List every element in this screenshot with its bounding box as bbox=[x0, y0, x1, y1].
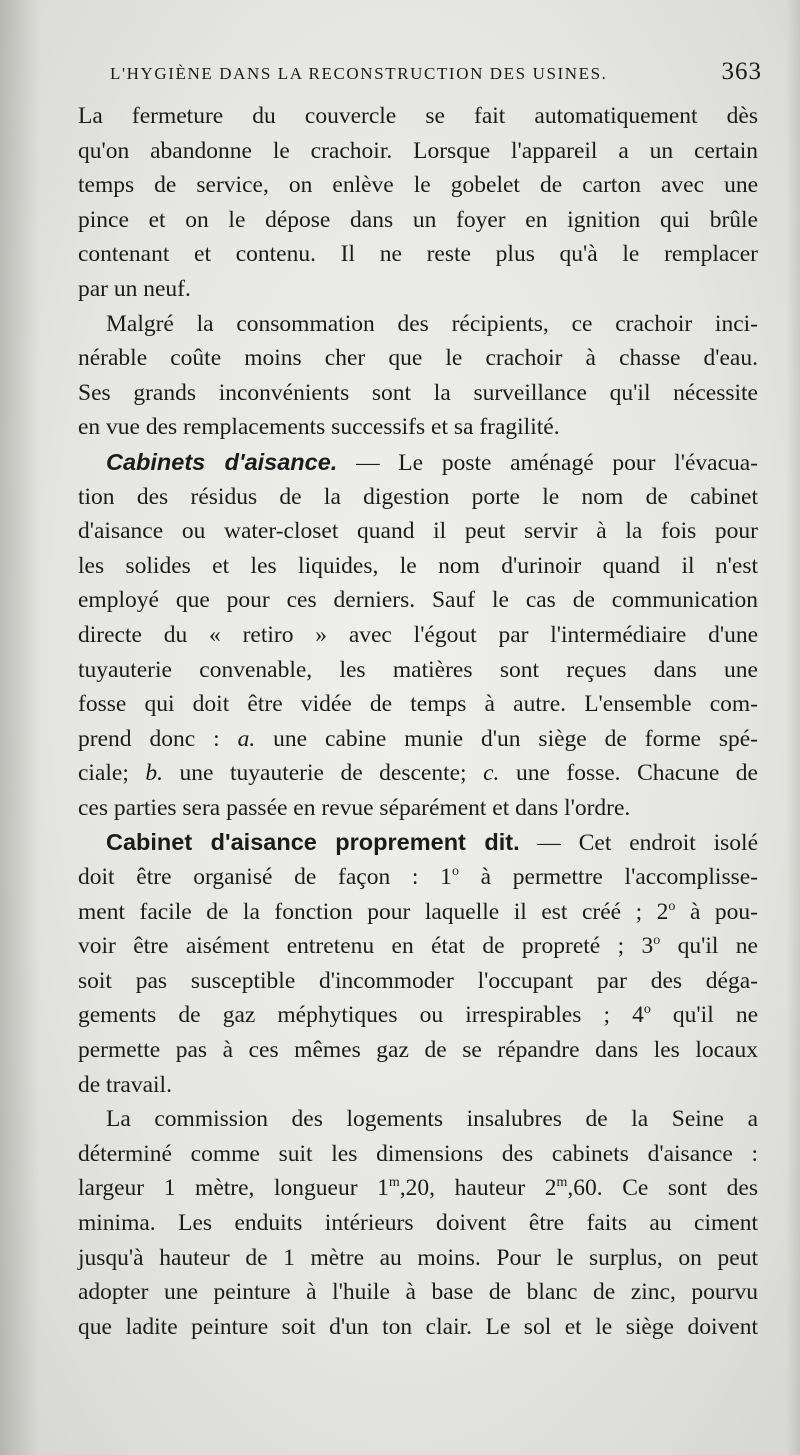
text-line: d'aisance ou water-closet quand il peut servir à la fois pour bbox=[78, 518, 758, 545]
list-marker: c. bbox=[483, 760, 500, 787]
text-line: tuyauterie convenable, les matières sont reçues dans une bbox=[78, 656, 758, 683]
text-line bbox=[78, 722, 758, 757]
text-line: La fermeture du couvercle se fait automatiquement dès bbox=[78, 103, 758, 129]
text-line: contenant et contenu. Il ne reste plus qu'à le remplacer bbox=[78, 241, 758, 268]
text-line: temps de service, on enlève le gobelet de carton avec une bbox=[78, 172, 758, 199]
section-heading-cabinet-proprement-dit: Cabinet d'aisance proprement dit. bbox=[106, 829, 520, 856]
text-line: adopter une peinture à l'huile à base de blanc de zinc, pourvu bbox=[78, 1279, 758, 1306]
text-span: ,60. Ce sont des bbox=[567, 1175, 759, 1202]
text-line: minima. Les enduits intérieurs doivent être faits au ciment bbox=[78, 1210, 758, 1236]
running-title: L'HYGIÈNE DANS LA RECONSTRUCTION DES USINES. bbox=[110, 64, 608, 83]
text-line bbox=[78, 929, 758, 964]
text-line: Malgré la consommation des récipients, ce crachoir inci- bbox=[106, 310, 758, 337]
list-marker: a. bbox=[237, 725, 256, 752]
text-line bbox=[78, 1171, 758, 1206]
text-span: — Cet endroit isolé bbox=[519, 830, 758, 857]
text-span: prend donc : bbox=[78, 725, 238, 752]
text-line bbox=[78, 998, 758, 1033]
text-line: pince et on le dépose dans un foyer en ignition qui brûle bbox=[78, 206, 758, 233]
text-line: qu'on abandonne le crachoir. Lorsque l'appareil a un certain bbox=[78, 137, 758, 164]
text-line: Ses grands inconvénients sont la surveillance qu'il nécessite bbox=[78, 379, 758, 406]
text-line: La commission des logements insalubres de la Seine a bbox=[106, 1106, 758, 1133]
ordinal-sup: o bbox=[643, 1002, 651, 1018]
text-span: qu'il ne bbox=[650, 1002, 758, 1029]
text-span: ment facile de la fonction pour laquelle il est créé ; 2 bbox=[78, 898, 669, 925]
section-heading-cabinets: Cabinets d'aisance. bbox=[106, 448, 338, 475]
text-line: les solides et les liquides, le nom d'urinoir quand il n'est bbox=[78, 552, 758, 579]
unit-sup: m bbox=[388, 1175, 400, 1191]
page-header bbox=[110, 58, 762, 92]
body-text bbox=[78, 99, 758, 1344]
text-line bbox=[78, 756, 758, 791]
unit-sup: m bbox=[556, 1175, 568, 1191]
text-line bbox=[78, 825, 758, 860]
text-span: à pou- bbox=[675, 898, 758, 925]
text-span: doit être organisé de façon : 1 bbox=[78, 864, 452, 891]
text-span: voir être aisément entretenu en état de propreté ; 3 bbox=[78, 933, 654, 960]
text-line bbox=[78, 445, 758, 480]
text-span: — Le poste aménagé pour l'évacua- bbox=[337, 449, 759, 476]
text-line: nérable coûte moins cher que le crachoir à chasse d'eau. bbox=[78, 345, 758, 372]
text-line: en vue des remplacements successifs et sa fragilité. bbox=[78, 414, 560, 441]
list-marker: b. bbox=[145, 760, 164, 787]
text-span: ciale; bbox=[78, 760, 146, 787]
text-line: jusqu'à hauteur de 1 mètre au moins. Pour le surplus, on peut bbox=[78, 1244, 758, 1271]
text-line: employé que pour ces derniers. Sauf le cas de communication bbox=[78, 587, 758, 614]
text-line: directe du « retiro » avec l'égout par l'intermédiaire d'une bbox=[78, 621, 758, 648]
text-span: à permettre l'accomplisse- bbox=[458, 864, 758, 891]
text-line: soit pas susceptible d'incommoder l'occupant par des déga- bbox=[78, 967, 758, 994]
text-line: fosse qui doit être vidée de temps à autre. L'ensemble com- bbox=[78, 691, 758, 718]
text-span: une cabine munie d'un siège de forme spé- bbox=[255, 725, 759, 752]
text-span: une fosse. Chacune de bbox=[499, 760, 758, 787]
text-span: une tuyauterie de descente; bbox=[163, 760, 484, 787]
text-line: permette pas à ces mêmes gaz de se répandre dans les locaux bbox=[78, 1037, 758, 1064]
text-span: gements de gaz méphytiques ou irrespirables ; 4 bbox=[78, 1002, 644, 1029]
page-number: 363 bbox=[721, 58, 762, 85]
text-line: par un neuf. bbox=[78, 275, 191, 302]
text-line: déterminé comme suit les dimensions des cabinets d'aisance : bbox=[78, 1140, 758, 1167]
text-line: de travail. bbox=[78, 1071, 172, 1098]
text-line bbox=[78, 895, 758, 930]
text-span: largeur 1 mètre, longueur 1 bbox=[78, 1175, 389, 1202]
text-line: tion des résidus de la digestion porte le nom de cabinet bbox=[78, 483, 758, 510]
text-line bbox=[78, 860, 758, 895]
text-span: qu'il ne bbox=[660, 933, 758, 960]
ordinal-sup: o bbox=[668, 898, 676, 914]
ordinal-sup: o bbox=[653, 933, 661, 949]
ordinal-sup: o bbox=[451, 864, 459, 880]
text-line: ces parties sera passée en revue séparément et dans l'ordre. bbox=[78, 794, 631, 821]
text-line: que ladite peinture soit d'un ton clair. Le sol et le siège doivent bbox=[78, 1313, 758, 1340]
text-span: ,20, hauteur 2 bbox=[399, 1175, 557, 1202]
